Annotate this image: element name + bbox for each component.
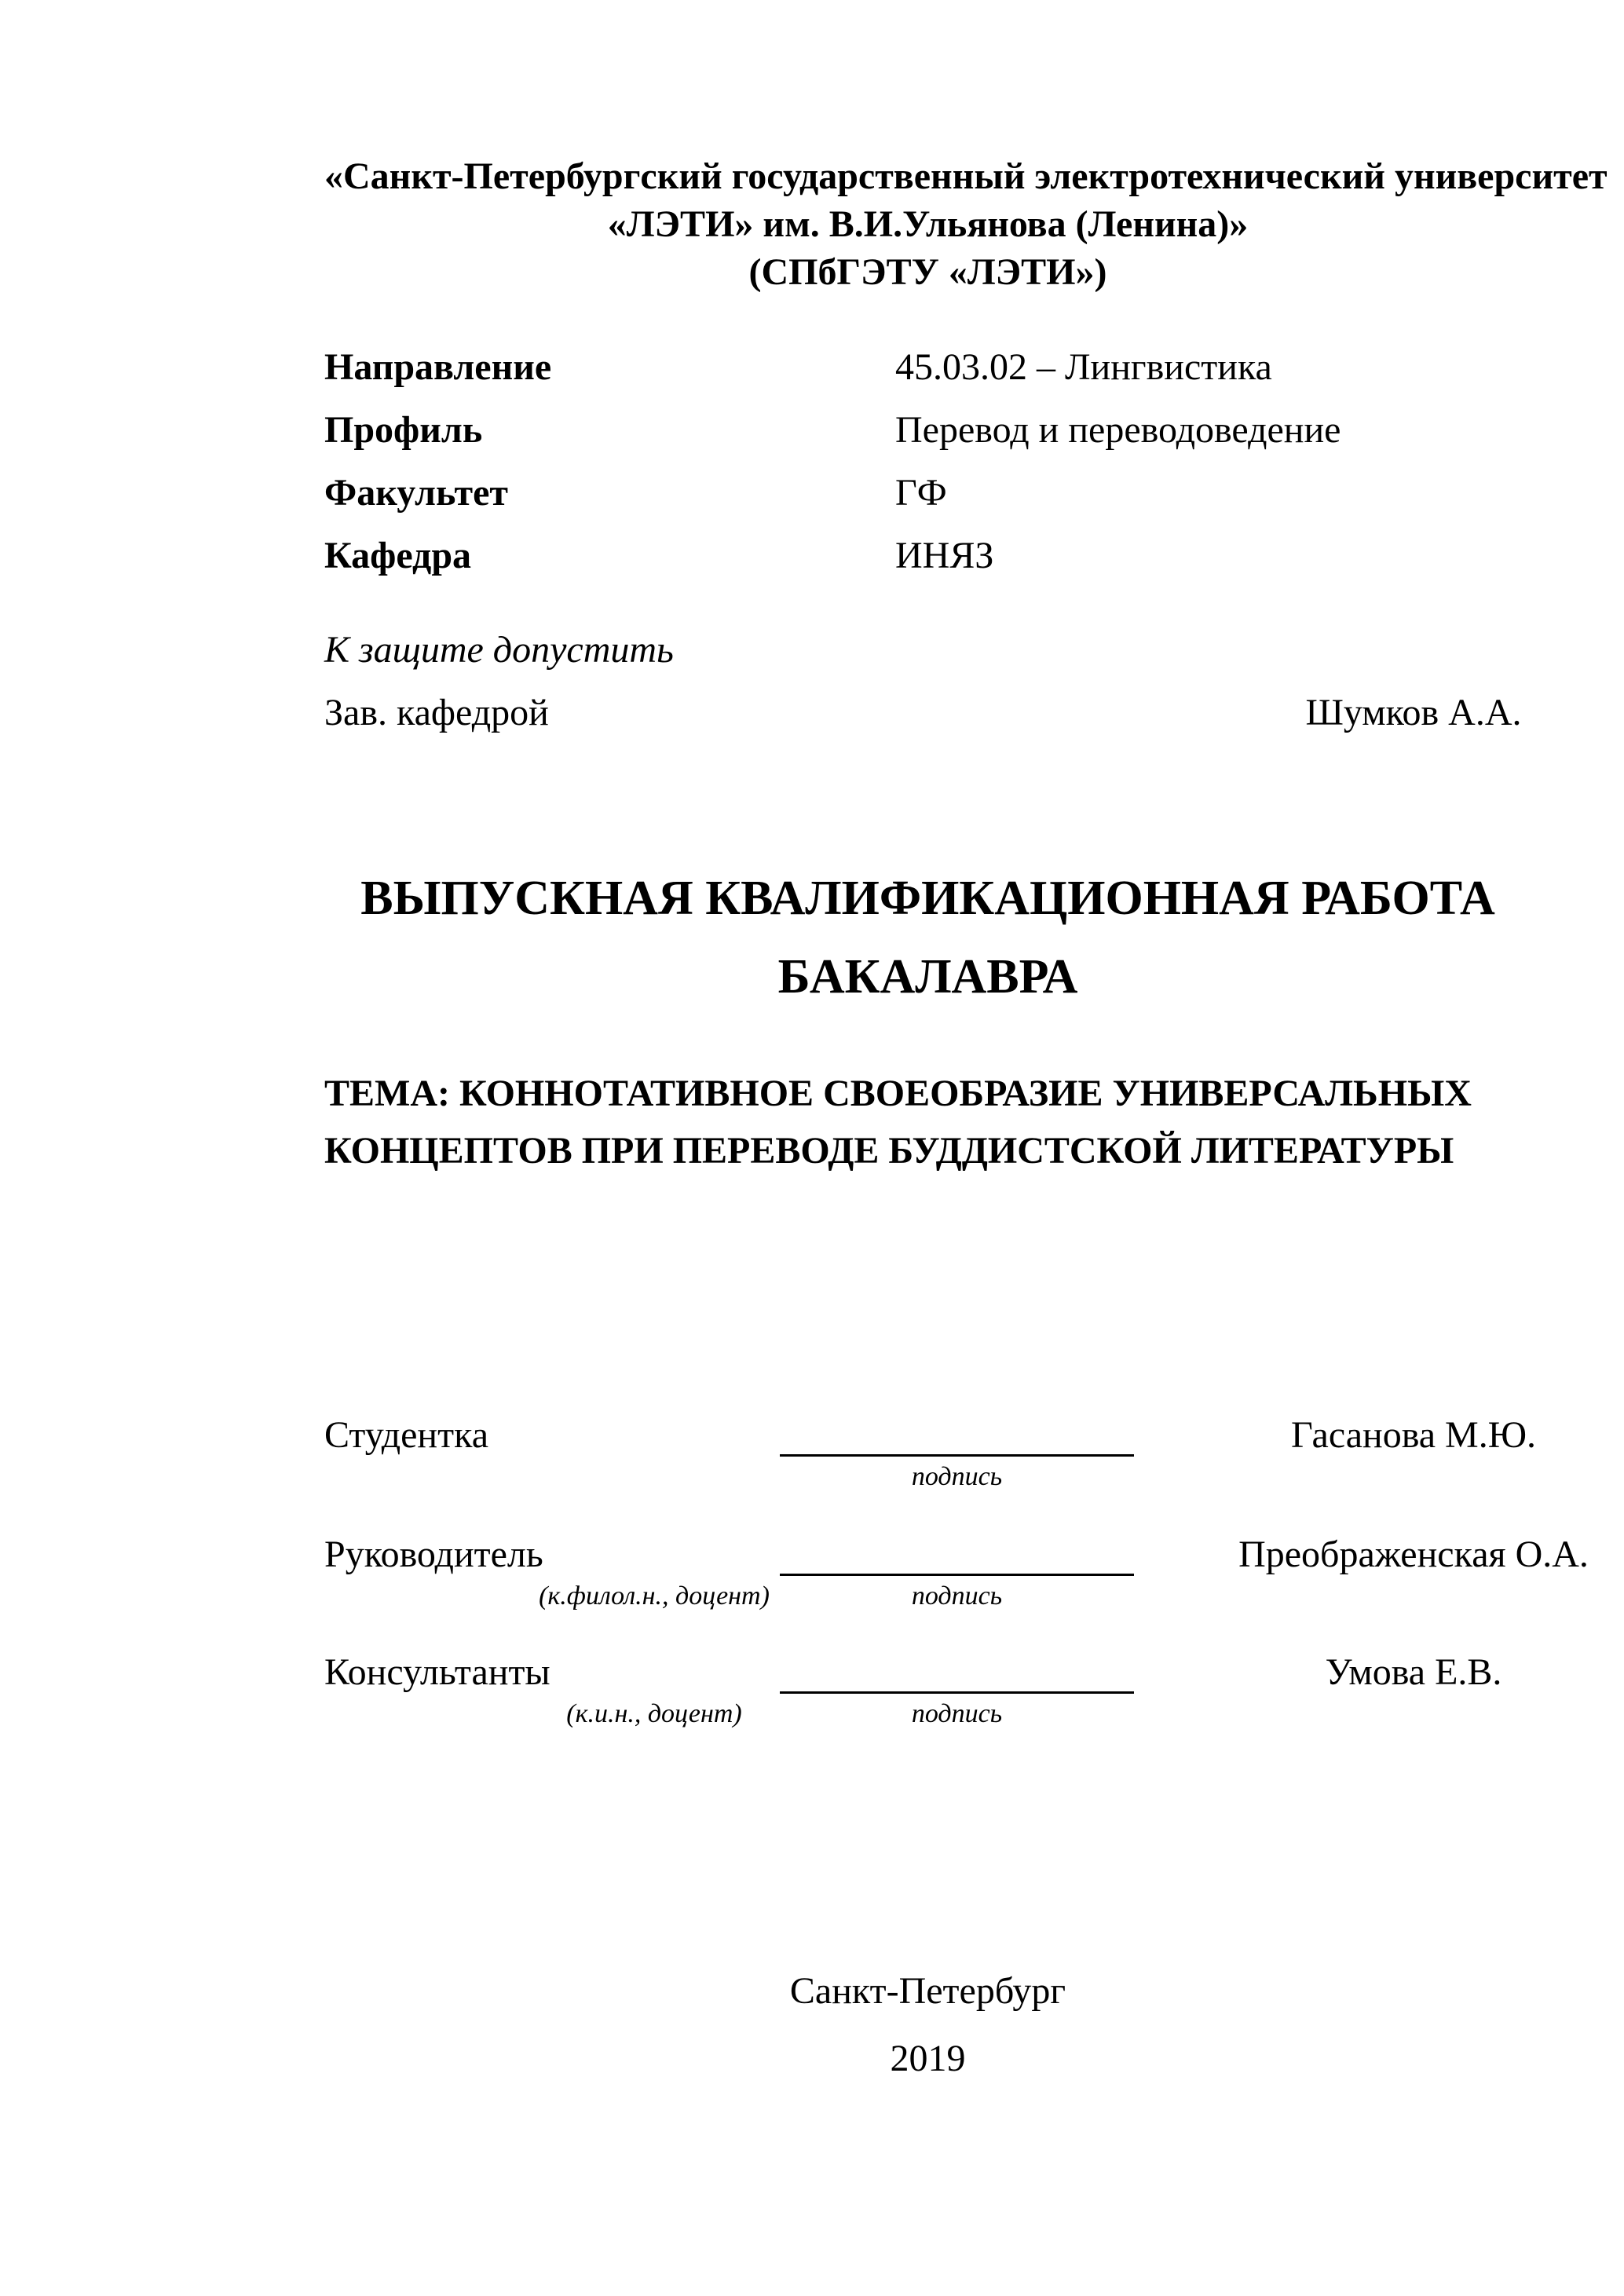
field-row-department	[324, 534, 1531, 597]
admission-note: К защите допустить	[324, 629, 674, 671]
signature-caption: подпись	[911, 1462, 1003, 1491]
university-header	[324, 152, 1608, 296]
field-row-direction	[324, 345, 1531, 408]
signature-qualification-consultant: (к.и.н., доцент)	[566, 1699, 742, 1728]
field-label-profile: Профиль	[324, 409, 483, 451]
signature-name-student: Гасанова М.Ю.	[1290, 1414, 1537, 1456]
signature-role-consultant: Консультанты	[324, 1651, 550, 1693]
thesis-title	[324, 859, 1531, 1016]
field-label-direction: Направление	[324, 346, 552, 388]
university-header-line-2: «ЛЭТИ» им. В.И.Ульянова (Ленина)»	[607, 203, 1249, 245]
signature-row-student	[324, 1413, 1624, 1508]
field-value-direction: 45.03.02 – Лингвистика	[895, 346, 1272, 388]
signature-caption: подпись	[911, 1581, 1003, 1610]
signature-role-student: Студентка	[324, 1414, 488, 1456]
university-header-line-3: (СПбГЭТУ «ЛЭТИ»)	[748, 251, 1107, 293]
program-fields	[324, 345, 1531, 597]
thesis-topic	[324, 1065, 1549, 1179]
field-row-profile	[324, 408, 1531, 471]
signature-name-supervisor: Преображенская О.А.	[1238, 1534, 1589, 1575]
admission-role: Зав. кафедрой	[324, 692, 549, 733]
admission-head-name: Шумков А.А.	[1305, 692, 1522, 733]
signature-row-consultant	[324, 1651, 1624, 1745]
signature-row-supervisor	[324, 1533, 1624, 1627]
university-header-line-1: «Санкт-Петербургский государственный электротехнический университет	[324, 155, 1608, 197]
field-label-department: Кафедра	[324, 535, 472, 576]
signature-caption: подпись	[911, 1699, 1003, 1728]
field-value-faculty: ГФ	[895, 472, 947, 514]
field-row-faculty	[324, 471, 1531, 534]
signature-line	[780, 1544, 1134, 1576]
signature-line	[780, 1662, 1134, 1694]
footer-city: Санкт-Петербург	[789, 1970, 1066, 2012]
field-value-profile: Перевод и переводоведение	[895, 409, 1341, 451]
admission-row	[324, 691, 1624, 738]
thesis-topic-line-1: ТЕМА: КОННОТАТИВНОЕ СВОЕОБРАЗИЕ УНИВЕРСАЛЬНЫХ	[324, 1073, 1472, 1114]
signature-name-consultant: Умова Е.В.	[1325, 1651, 1502, 1693]
field-value-department: ИНЯЗ	[895, 535, 994, 576]
signature-role-supervisor: Руководитель	[324, 1534, 543, 1575]
thesis-topic-line-2: КОНЦЕПТОВ ПРИ ПЕРЕВОДЕ БУДДИСТСКОЙ ЛИТЕРАТУРЫ	[324, 1130, 1454, 1172]
footer-year: 2019	[890, 2038, 966, 2079]
field-label-faculty: Факультет	[324, 472, 508, 514]
signature-line	[780, 1424, 1134, 1457]
signature-qualification-supervisor: (к.филол.н., доцент)	[539, 1581, 770, 1610]
thesis-title-line-2: БАКАЛАВРА	[777, 950, 1078, 1004]
thesis-title-line-1: ВЫПУСКНАЯ КВАЛИФИКАЦИОННАЯ РАБОТА	[360, 872, 1495, 925]
